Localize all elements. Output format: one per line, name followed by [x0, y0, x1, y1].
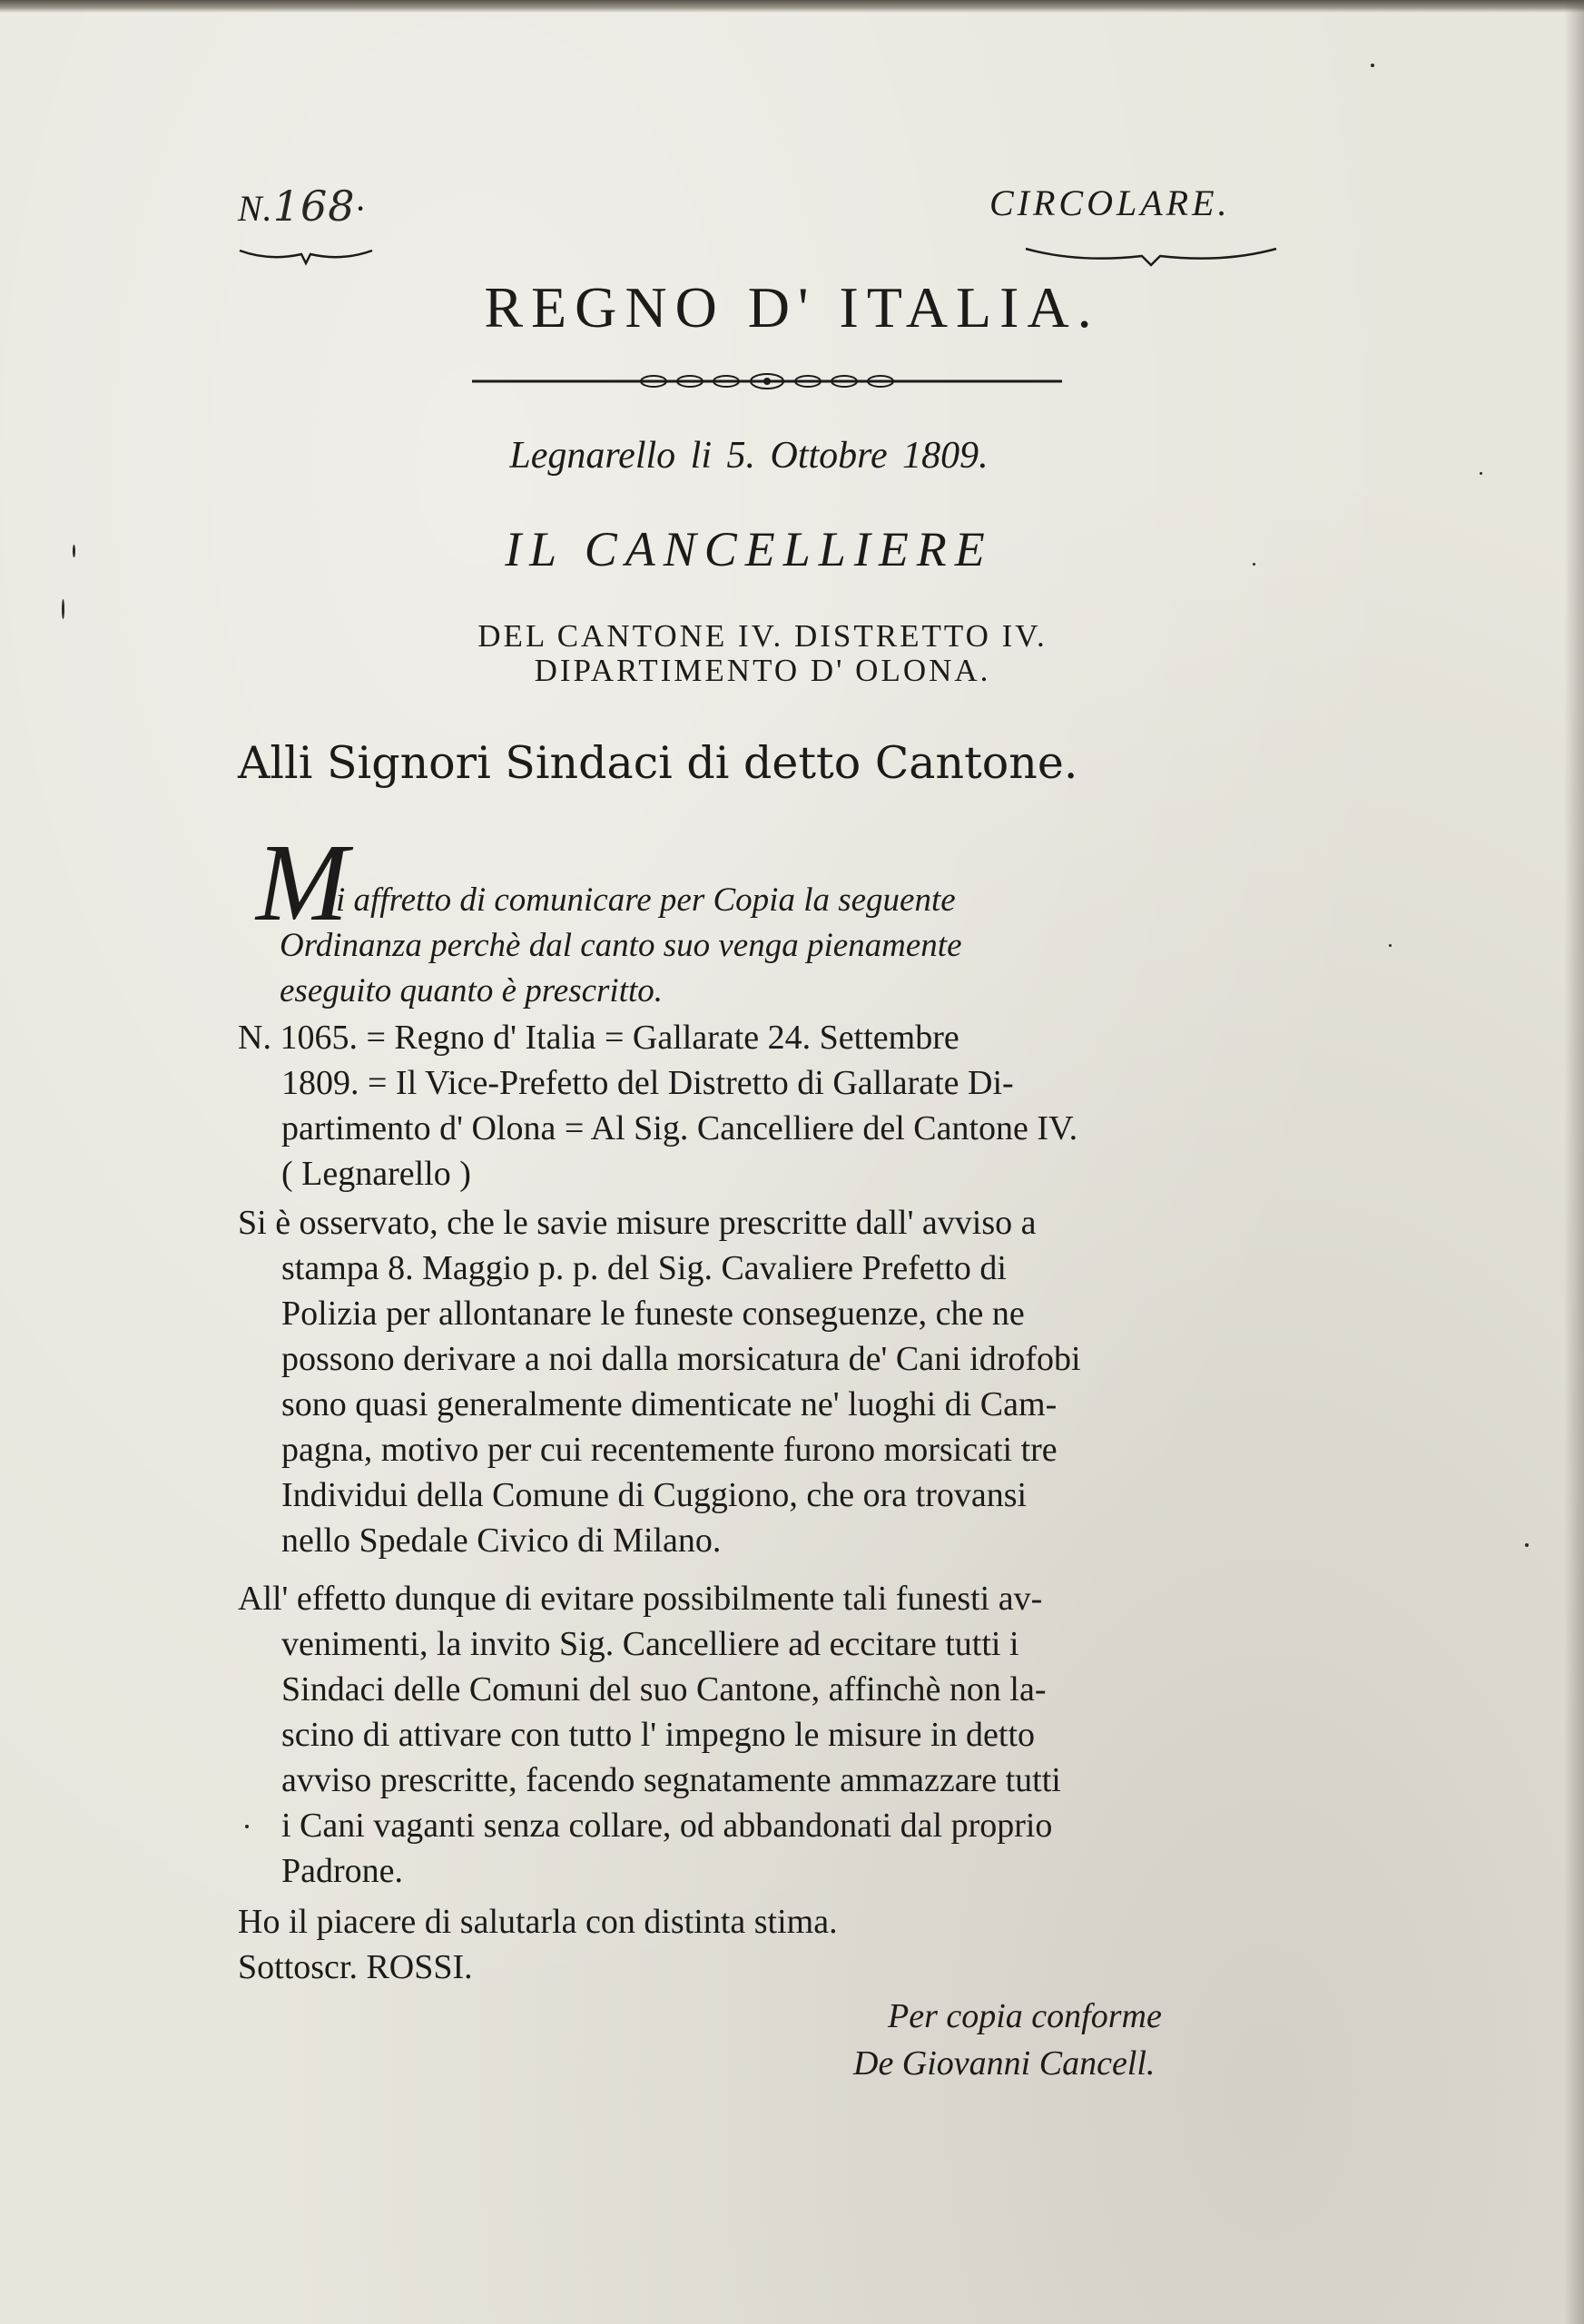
- dateline: Legnarello li 5. Ottobre 1809.: [509, 435, 989, 477]
- body-line: possono derivare a noi dalla morsicatura de' Cani idrofobi: [281, 1340, 1081, 1378]
- paper-right-shadow: [1564, 0, 1584, 2324]
- body-line: scino di attivare con tutto l' impegno le misure in detto: [281, 1716, 1036, 1754]
- body-line: 1809. = Il Vice-Prefetto del Distretto di Gallarate Di-: [281, 1064, 1014, 1102]
- signed-line: Sottoscr. ROSSI.: [238, 1948, 473, 1986]
- body-line: N. 1065. = Regno d' Italia = Gallarate 24. Settembre: [238, 1019, 959, 1057]
- body-line: avviso prescritte, facendo segnatamente ammazzare tutti: [281, 1761, 1061, 1799]
- body-line: Si è osservato, che le savie misure prescritte dall' avviso a: [238, 1204, 1037, 1242]
- addressee: Alli Signori Sindaci di detto Cantone.: [238, 737, 1078, 789]
- handwritten-number: 168: [272, 182, 356, 231]
- body-line: stampa 8. Maggio p. p. del Sig. Cavaliere Prefetto di: [281, 1249, 1007, 1287]
- department-line-1: DEL CANTONE IV. DISTRETTO IV.: [477, 618, 1048, 654]
- paper-speck: [73, 545, 75, 557]
- paper-top-edge: [0, 0, 1584, 13]
- circular-number: N.168·: [238, 182, 366, 231]
- body-line: ( Legnarello ): [281, 1155, 471, 1193]
- title-rule-ornament: [472, 370, 1062, 392]
- certification-line: Per copia conforme: [888, 1997, 1162, 2035]
- body-line: Individui della Comune di Cuggiono, che ora trovansi: [281, 1476, 1028, 1514]
- body-line: Polizia per allontanare le funeste conseguenze, che ne: [281, 1295, 1025, 1333]
- office-title: IL CANCELLIERE: [505, 522, 993, 576]
- brace-ornament-left: [238, 243, 374, 267]
- intro-line: Ordinanza perchè dal canto suo venga pienamente: [280, 927, 962, 964]
- body-line: partimento d' Olona = Al Sig. Cancelliere del Cantone IV.: [281, 1109, 1078, 1147]
- paper-speck: [1253, 563, 1255, 566]
- body-line: pagna, motivo per cui recentemente furono morsicati tre: [281, 1431, 1058, 1469]
- department-line-2: DIPARTIMENTO D' OLONA.: [534, 653, 991, 688]
- paper-speck: [1525, 1543, 1529, 1547]
- closing-line: Ho il piacere di salutarla con distinta stima.: [238, 1903, 838, 1941]
- body-line: i Cani vaganti senza collare, od abbandonati dal proprio: [281, 1807, 1053, 1845]
- paper-speck: [1371, 64, 1374, 67]
- paper-speck: [245, 1825, 249, 1828]
- brace-ornament-right: [1024, 243, 1278, 269]
- certification-signature: De Giovanni Cancell.: [853, 2044, 1156, 2083]
- body-line: nello Spedale Civico di Milano.: [281, 1521, 722, 1560]
- document-title: REGNO D' ITALIA.: [484, 275, 1100, 340]
- intro-line: i affretto di comunicare per Copia la seguente: [336, 881, 956, 919]
- body-line: venimenti, la invito Sig. Cancelliere ad eccitare tutti i: [281, 1625, 1019, 1663]
- intro-line: eseguito quanto è prescritto.: [280, 972, 664, 1009]
- circolare-label: CIRCOLARE.: [989, 182, 1231, 223]
- body-line: Sindaci delle Comuni del suo Cantone, affinchè non la-: [281, 1670, 1047, 1709]
- body-line: Padrone.: [281, 1852, 404, 1890]
- paper-speck: [1389, 944, 1392, 947]
- body-line: sono quasi generalmente dimenticate ne' luoghi di Cam-: [281, 1385, 1058, 1423]
- number-prefix: N.: [238, 188, 273, 229]
- paper-speck: [62, 599, 64, 619]
- paper-speck: [1480, 472, 1482, 475]
- body-line: All' effetto dunque di evitare possibilmente tali funesti av-: [238, 1580, 1043, 1618]
- drop-cap: M: [256, 822, 349, 944]
